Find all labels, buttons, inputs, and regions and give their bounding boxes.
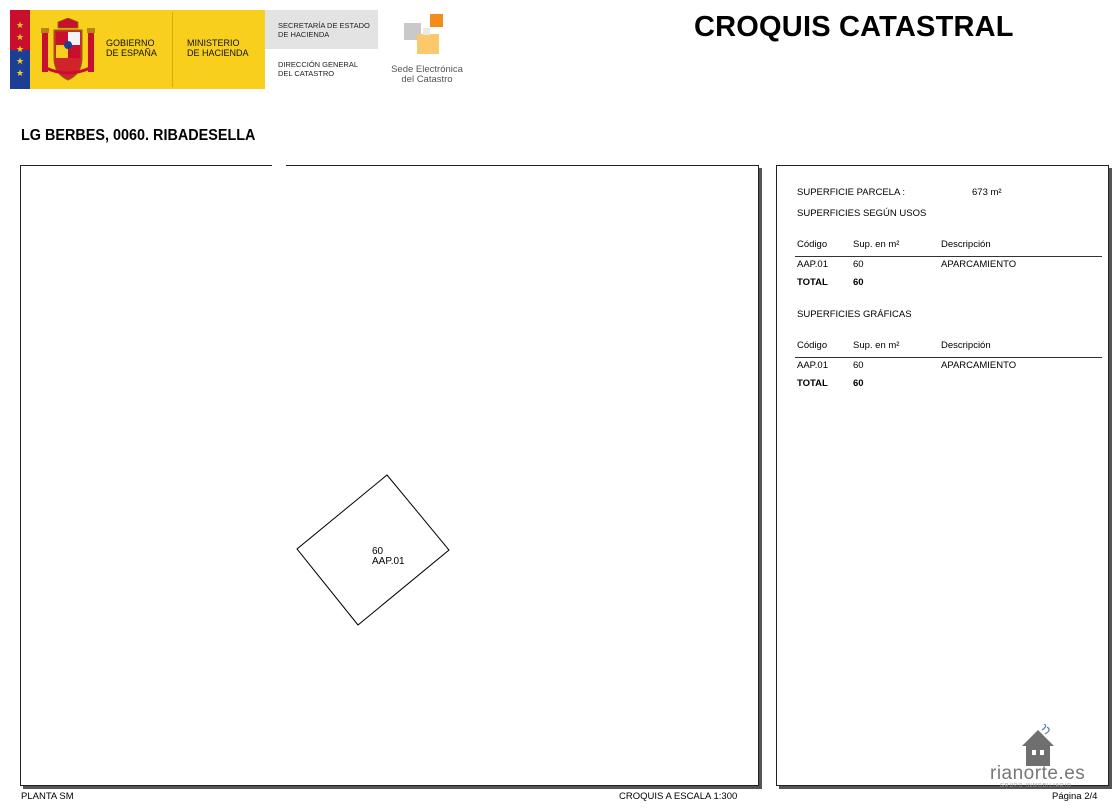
usos-col-codigo: Código (797, 239, 828, 250)
document-title: CROQUIS CATASTRAL (694, 11, 1014, 43)
watermark-subtext: GRUPO INMOBILIARIO (1000, 783, 1072, 789)
usos-row-codigo: AAP.01 (797, 259, 828, 270)
footer-escala: CROQUIS A ESCALA 1:300 (619, 791, 738, 802)
usos-total-label: TOTAL (797, 277, 828, 288)
usos-total-value: 60 (853, 277, 864, 288)
graficas-header-rule (795, 357, 1102, 358)
parcel-area-label: 60 (372, 546, 384, 557)
sede-electronica-text: Sede Electrónica del Catastro (391, 64, 463, 85)
watermark-text: rianorte.es (990, 763, 1086, 784)
graficas-row-sup: 60 (853, 360, 864, 371)
coat-of-arms-icon (40, 18, 96, 82)
property-address: LG BERBES, 0060. RIBADESELLA (21, 127, 256, 144)
croquis-drawing (20, 165, 759, 786)
gobierno-text: GOBIERNO DE ESPAÑA (106, 38, 157, 58)
usos-col-sup: Sup. en m² (853, 239, 900, 250)
graficas-col-desc: Descripción (941, 340, 991, 351)
footer-planta: PLANTA SM (21, 791, 74, 802)
graficas-col-sup: Sup. en m² (853, 340, 900, 351)
usos-row-sup: 60 (853, 259, 864, 270)
graficas-row-desc: APARCAMIENTO (941, 360, 1017, 371)
parcel-code-label: AAP.01 (372, 556, 405, 567)
direccion-general-text: DIRECCIÓN GENERAL DEL CATASTRO (278, 60, 359, 78)
footer-pagina: Página 2/4 (1052, 791, 1098, 802)
ministerio-text: MINISTERIO DE HACIENDA (187, 38, 249, 58)
graficas-col-codigo: Código (797, 340, 828, 351)
graficas-section-title: SUPERFICIES GRÁFICAS (797, 309, 912, 320)
usos-section-title: SUPERFICIES SEGÚN USOS (797, 208, 927, 219)
superficie-parcela-label: SUPERFICIE PARCELA : (797, 187, 906, 198)
usos-row-desc: APARCAMIENTO (941, 259, 1017, 270)
graficas-row-codigo: AAP.01 (797, 360, 828, 371)
sede-electronica-logo-icon (404, 14, 444, 54)
house-watermark-icon (1018, 724, 1058, 768)
superficie-parcela-value: 673 m² (972, 187, 1002, 198)
secretaria-text: SECRETARÍA DE ESTADO DE HACIENDA (278, 21, 370, 39)
eu-flag-strip: ★ ★ ★ ★ ★ (10, 10, 30, 89)
usos-col-desc: Descripción (941, 239, 991, 250)
usos-header-rule (795, 256, 1102, 257)
graficas-total-label: TOTAL (797, 378, 828, 389)
graficas-total-value: 60 (853, 378, 864, 389)
logo-divider (172, 12, 173, 87)
